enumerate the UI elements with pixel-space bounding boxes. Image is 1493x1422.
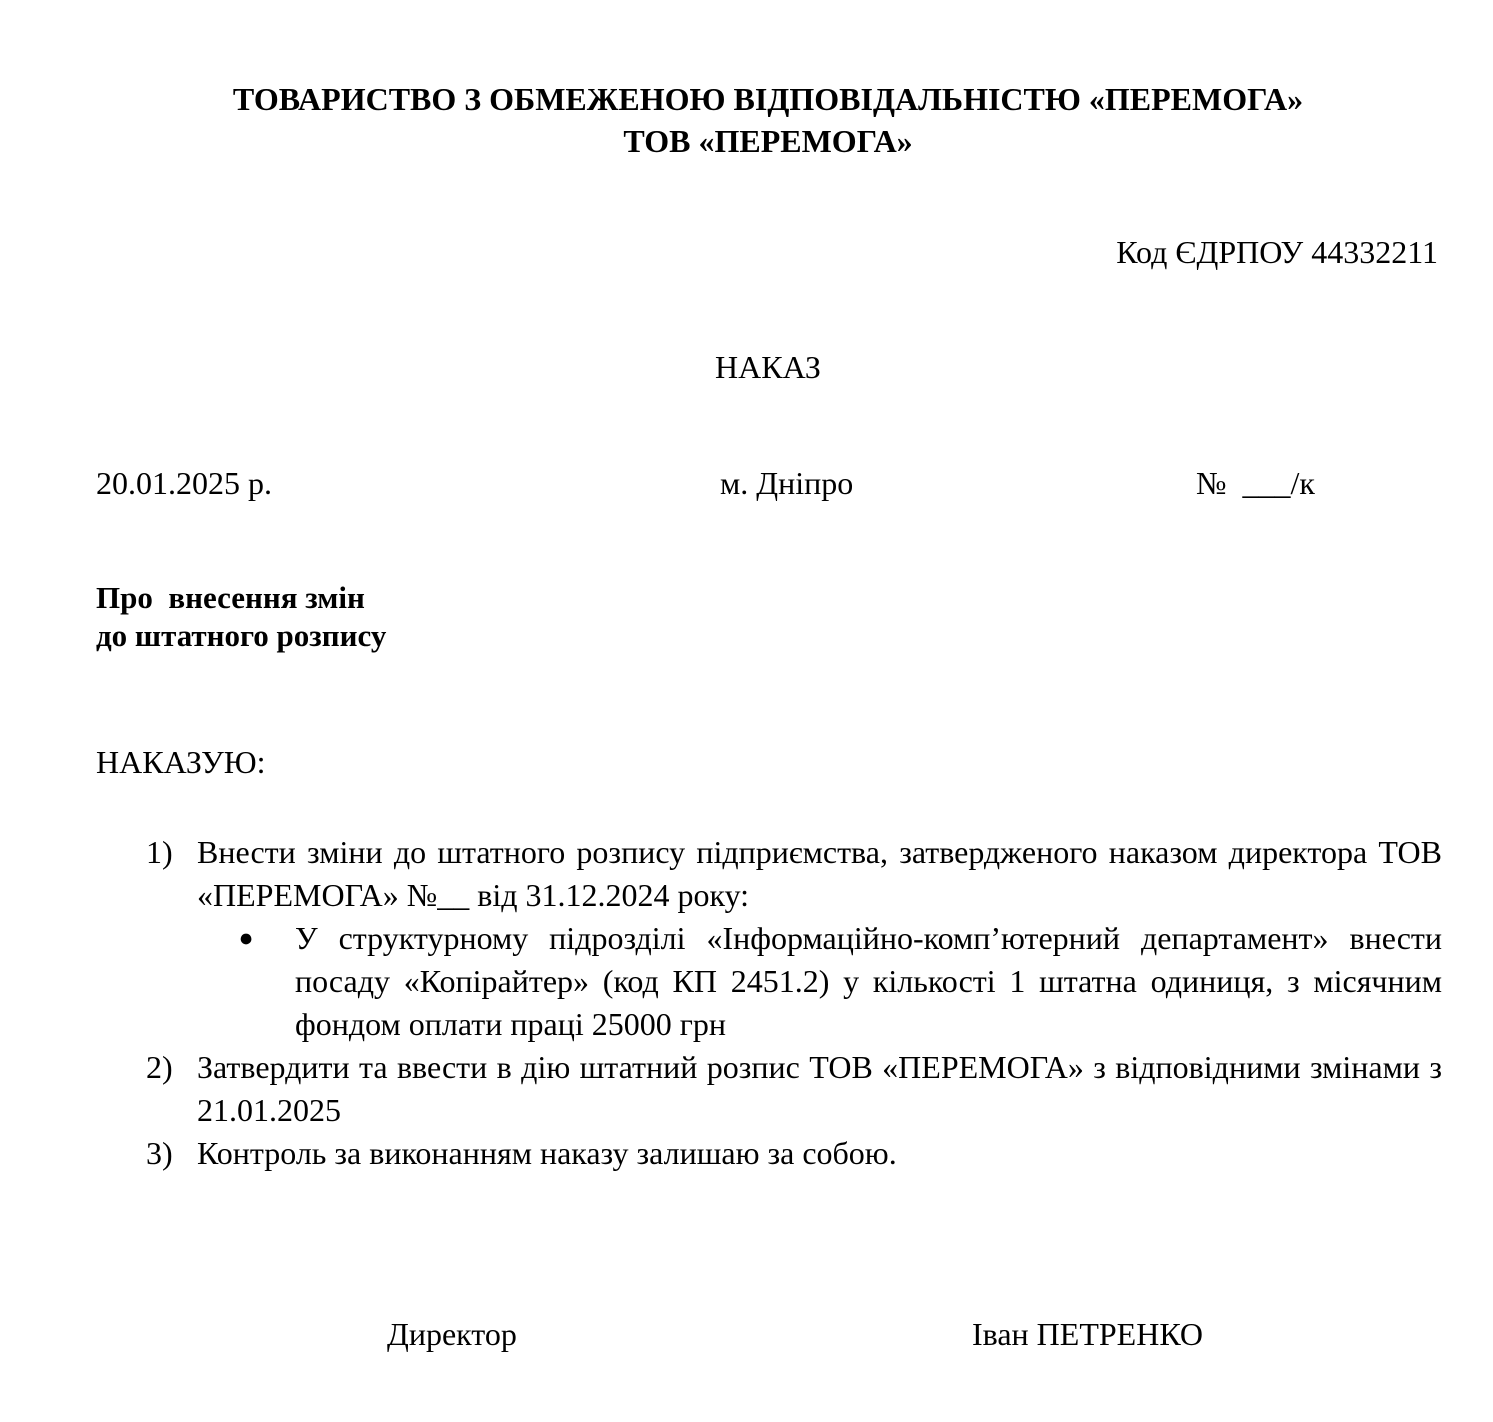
item-number: 2) xyxy=(146,1049,173,1085)
order-date: 20.01.2025 р. xyxy=(96,465,272,501)
list-item xyxy=(146,831,1442,917)
order-items-list xyxy=(146,831,1442,1175)
company-full-name: ТОВАРИСТВО З ОБМЕЖЕНОЮ ВІДПОВІДАЛЬНІСТЮ «ПЕРЕМОГА» xyxy=(232,81,1304,117)
order-subject xyxy=(96,579,386,655)
item-number: 1) xyxy=(146,834,173,870)
company-header xyxy=(0,78,1493,162)
order-city: м. Дніпро xyxy=(720,465,854,501)
signature-name: Іван ПЕТРЕНКО xyxy=(972,1316,1203,1352)
subject-line-1: Про внесення змін xyxy=(96,580,365,615)
order-directive: НАКАЗУЮ: xyxy=(96,744,266,780)
company-short-name: ТОВ «ПЕРЕМОГА» xyxy=(623,123,913,159)
item-text: Затвердити та ввести в дію штатний розпис ТОВ «ПЕРЕМОГА» з відповідними змінами з 21.01.2025 xyxy=(197,1049,1442,1128)
list-item xyxy=(146,1132,1442,1175)
signature-position: Директор xyxy=(387,1316,517,1352)
order-number: № ___/к xyxy=(1196,465,1315,501)
bullet-icon: ● xyxy=(238,925,254,952)
edrpou-code: Код ЄДРПОУ 44332211 xyxy=(1116,234,1438,270)
item-text: Внести зміни до штатного розпису підприємства, затвердженого наказом директора ТОВ «ПЕРЕМОГА» №__ від 31.12.2024 року: xyxy=(197,834,1442,913)
item-text: Контроль за виконанням наказу залишаю за собою. xyxy=(197,1135,897,1171)
document-title: НАКАЗ xyxy=(715,349,821,385)
subject-line-2: до штатного розпису xyxy=(96,618,387,653)
bullet-text: У структурному підрозділі «Інформаційно-комп’ютерний департамент» внести посаду «Копірайтер» (код КП 2451.2) у кількості 1 штатна одиниця, з місячним фондом оплати праці 25000 грн xyxy=(295,920,1442,1042)
list-item xyxy=(146,1046,1442,1132)
item-number: 3) xyxy=(146,1135,173,1171)
list-item-bullet xyxy=(197,917,1442,1046)
